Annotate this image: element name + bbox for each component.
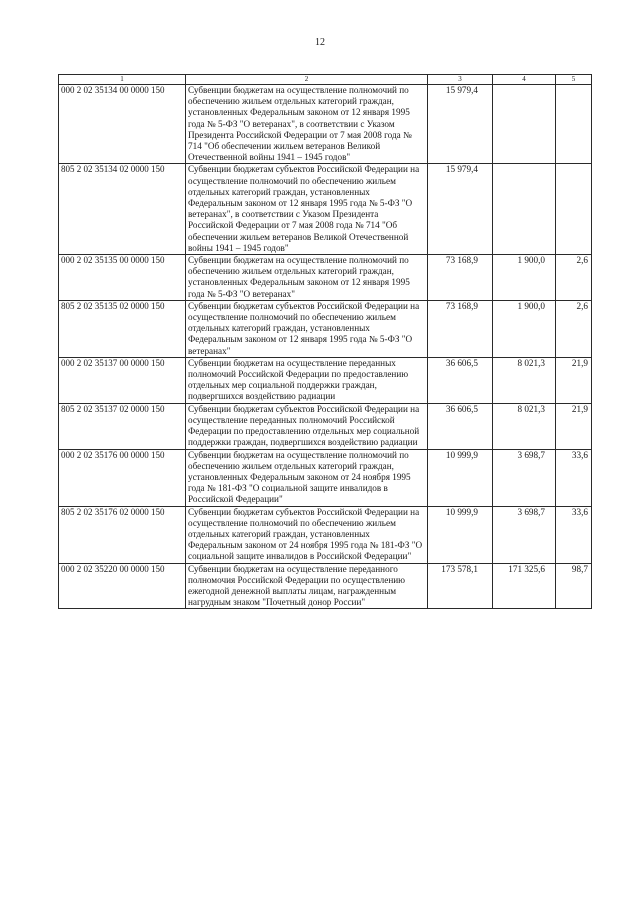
execution-percent: 21,9 — [556, 357, 592, 403]
budget-code: 000 2 02 35134 00 0000 150 — [59, 85, 186, 164]
revenue-description: Субвенции бюджетам субъектов Российской Федерации на осуществление полномочий по обеспечению жильем отдельных категорий граждан, установленных Федеральным законом от 12 января 1995 года № 5-ФЗ "О ветеранах" — [186, 300, 428, 357]
table-row — [59, 506, 592, 563]
planned-amount: 173 578,1 — [428, 563, 493, 609]
executed-amount: 1 900,0 — [493, 255, 556, 301]
budget-code: 000 2 02 35220 00 0000 150 — [59, 563, 186, 609]
column-number: 2 — [186, 75, 428, 85]
execution-percent: 21,9 — [556, 403, 592, 449]
revenue-description: Субвенции бюджетам на осуществление полномочий по обеспечению жильем отдельных категорий граждан, установленных Федеральным законом от 12 января 1995 года № 5-ФЗ "О ветеранах", в соответствии с Указом Президента Российской Федерации от 7 мая 2008 года № 714 "Об обеспечении жильем ветеранов Великой Отечественной войны 1941 – 1945 годов" — [186, 85, 428, 164]
revenue-description: Субвенции бюджетам субъектов Российской Федерации на осуществление переданных полномочий Российской Федерации по предоставлению отдельных мер социальной поддержки граждан, подвергшихся воздействию радиации — [186, 403, 428, 449]
planned-amount: 73 168,9 — [428, 300, 493, 357]
planned-amount: 10 999,9 — [428, 449, 493, 506]
column-number: 5 — [556, 75, 592, 85]
executed-amount: 1 900,0 — [493, 300, 556, 357]
revenue-description: Субвенции бюджетам на осуществление переданных полномочий Российской Федерации по предоставлению отдельных мер социальной поддержки граждан, подвергшихся воздействию радиации — [186, 357, 428, 403]
execution-percent — [556, 164, 592, 255]
table-row — [59, 255, 592, 301]
revenue-description: Субвенции бюджетам на осуществление переданного полномочия Российской Федерации по осуществлению ежегодной денежной выплаты лицам, награжденным нагрудным знаком "Почетный донор России" — [186, 563, 428, 609]
table-row — [59, 300, 592, 357]
execution-percent: 98,7 — [556, 563, 592, 609]
executed-amount — [493, 164, 556, 255]
executed-amount: 8 021,3 — [493, 403, 556, 449]
planned-amount: 15 979,4 — [428, 164, 493, 255]
column-number: 3 — [428, 75, 493, 85]
executed-amount: 171 325,6 — [493, 563, 556, 609]
executed-amount — [493, 85, 556, 164]
table-row — [59, 357, 592, 403]
page-number: 12 — [315, 37, 325, 48]
budget-code: 000 2 02 35137 00 0000 150 — [59, 357, 186, 403]
revenue-description: Субвенции бюджетам на осуществление полномочий по обеспечению жильем отдельных категорий граждан, установленных Федеральным законом от 12 января 1995 года № 5-ФЗ "О ветеранах" — [186, 255, 428, 301]
budget-code: 805 2 02 35134 02 0000 150 — [59, 164, 186, 255]
budget-code: 805 2 02 35135 02 0000 150 — [59, 300, 186, 357]
column-number: 1 — [59, 75, 186, 85]
revenue-description: Субвенции бюджетам на осуществление полномочий по обеспечению жильем отдельных категорий граждан, установленных Федеральным законом от 24 ноября 1995 года № 181-ФЗ "О социальной защите инвалидов в Российской Федерации" — [186, 449, 428, 506]
planned-amount: 36 606,5 — [428, 403, 493, 449]
budget-code: 000 2 02 35176 00 0000 150 — [59, 449, 186, 506]
execution-percent: 2,6 — [556, 255, 592, 301]
revenue-description: Субвенции бюджетам субъектов Российской Федерации на осуществление полномочий по обеспечению жильем отдельных категорий граждан, установленных Федеральным законом от 12 января 1995 года № 5-ФЗ "О ветеранах", в соответствии с Указом Президента Российской Федерации от 7 мая 2008 года № 714 "Об обеспечении жильем ветеранов Великой Отечественной войны 1941 – 1945 годов" — [186, 164, 428, 255]
budget-table — [58, 74, 592, 609]
table-row — [59, 164, 592, 255]
column-number-row — [59, 75, 592, 85]
planned-amount: 15 979,4 — [428, 85, 493, 164]
execution-percent: 2,6 — [556, 300, 592, 357]
budget-code: 805 2 02 35176 02 0000 150 — [59, 506, 186, 563]
execution-percent: 33,6 — [556, 506, 592, 563]
planned-amount: 73 168,9 — [428, 255, 493, 301]
column-number: 4 — [493, 75, 556, 85]
revenue-description: Субвенции бюджетам субъектов Российской Федерации на осуществление полномочий по обеспечению жильем отдельных категорий граждан, установленных Федеральным законом от 24 ноября 1995 года № 181-ФЗ "О социальной защите инвалидов в Российской Федерации" — [186, 506, 428, 563]
planned-amount: 36 606,5 — [428, 357, 493, 403]
budget-code: 000 2 02 35135 00 0000 150 — [59, 255, 186, 301]
execution-percent: 33,6 — [556, 449, 592, 506]
executed-amount: 3 698,7 — [493, 449, 556, 506]
executed-amount: 8 021,3 — [493, 357, 556, 403]
table-row — [59, 449, 592, 506]
table-row — [59, 85, 592, 164]
table-row — [59, 403, 592, 449]
executed-amount: 3 698,7 — [493, 506, 556, 563]
planned-amount: 10 999,9 — [428, 506, 493, 563]
budget-code: 805 2 02 35137 02 0000 150 — [59, 403, 186, 449]
execution-percent — [556, 85, 592, 164]
table-row — [59, 563, 592, 609]
